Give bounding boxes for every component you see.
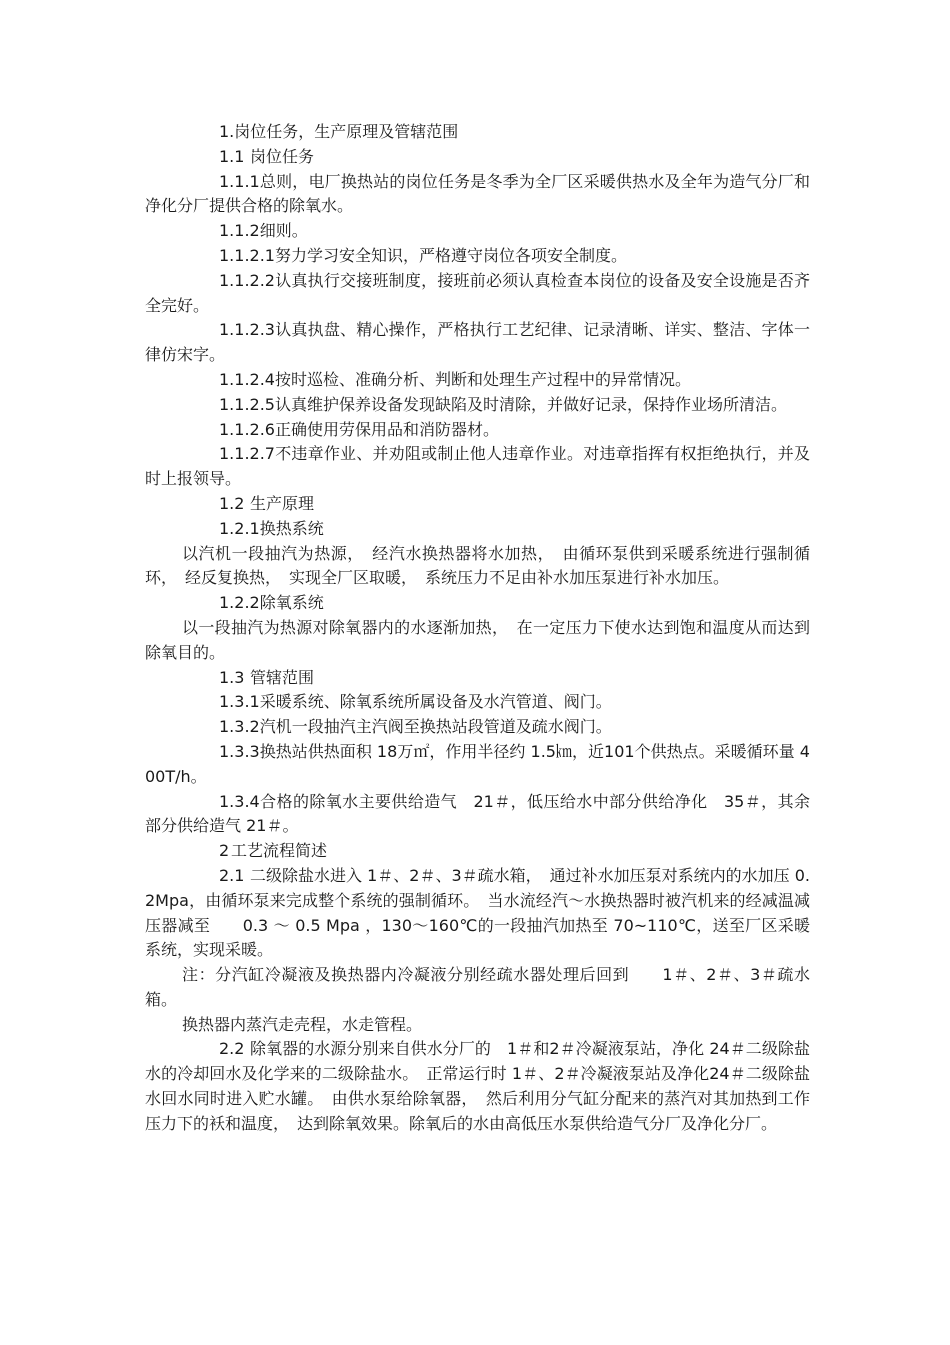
section-number: 1.2.1 [219, 518, 260, 538]
section-number: 1.1.2.3 [219, 320, 275, 340]
section-number: 1.3 [219, 667, 245, 687]
paragraph-text: 工艺流程简述 [231, 841, 328, 861]
paragraph-text: 认真执盘、精心操作，严格执行工艺纪律、记录清晰、详实、整洁、字体一律仿宋字。 [145, 320, 810, 365]
section-number: 1. [219, 122, 235, 141]
numbered-paragraph [145, 790, 810, 840]
document-body [145, 120, 810, 1137]
numbered-paragraph [145, 170, 810, 220]
paragraph-text: 管辖范围 [250, 667, 315, 687]
paragraph-text: 努力学习安全知识，严格遵守岗位各项安全制度。 [274, 245, 627, 265]
numbered-paragraph [145, 219, 810, 244]
section-number: 1.1.2.6 [219, 419, 275, 439]
numbered-paragraph [145, 318, 810, 368]
paragraph-text: 汽机一段抽汽主汽阀至换热站段管道及疏水阀门。 [259, 717, 612, 737]
paragraph-text: 细则。 [259, 221, 308, 241]
numbered-paragraph [145, 666, 810, 691]
numbered-paragraph [145, 442, 810, 492]
paragraph-text: 换热站供热面积 18万㎡，作用半径约 1.5㎞，近101个供热点。采暖循环量 400T/h。 [145, 741, 810, 786]
numbered-paragraph [145, 690, 810, 715]
paragraph [145, 542, 810, 592]
section-number: 1.1.2.5 [219, 394, 275, 414]
paragraph-text: 换热系统 [259, 518, 324, 538]
section-number: 1.3.2 [219, 717, 260, 737]
numbered-paragraph [145, 492, 810, 517]
section-number: 1.1.1 [219, 171, 260, 191]
section-number: 1.2.2 [219, 593, 260, 613]
numbered-paragraph [145, 244, 810, 269]
paragraph [145, 616, 810, 666]
paragraph-text: 正确使用劳保用品和消防器材。 [274, 419, 499, 439]
section-number: 1.3.3 [219, 741, 260, 761]
paragraph-text: 除氧器的水源分别来自供水分厂的 1＃和2＃冷凝液泵站，净化 24＃二级除盐水的冷却回水及化学来的二级除盐水。 正常运行时 1＃、2＃冷凝液泵站及净化24＃二级除盐水回水同时进入贮水罐。 由供水泵给除氧器， 然后利用分气缸分配来的蒸汽对其加热到工作压力下的袄和温度， 达到除氧效果。除氧后的水由高低压水泵供给造气分厂及净化分厂。 [145, 1039, 810, 1133]
section-number: 1.1.2.1 [219, 245, 275, 265]
paragraph [145, 963, 810, 1013]
paragraph-text: 按时巡检、准确分析、判断和处理生产过程中的异常情况。 [274, 369, 691, 389]
paragraph-text: 以一段抽汽为热源对除氧器内的水逐渐加热， 在一定压力下使水达到饱和温度从而达到除氧目的。 [145, 617, 810, 662]
paragraph-text: 二级除盐水进入 1＃、2＃、3＃疏水箱， 通过补水加压泵对系统内的水加压 0.2Mpa，由循环泵来完成整个系统的强制循环。 当水流经汽～水换热器时被汽机来的经减温减压器减至 0.3 ～ 0.5 Mpa ，130～160℃的一段抽汽加热至 70~110℃，送至厂区采暖系统，实现采暖。 [145, 865, 810, 960]
numbered-paragraph [145, 120, 810, 145]
section-number: 1.1.2 [219, 221, 260, 241]
numbered-paragraph [145, 418, 810, 443]
numbered-paragraph [145, 591, 810, 616]
section-number: 1.3.4 [219, 791, 260, 811]
numbered-paragraph [145, 864, 810, 963]
numbered-paragraph [145, 839, 810, 864]
section-number: 1.1.2.7 [219, 444, 275, 464]
section-number: 1.2 [219, 493, 245, 513]
numbered-paragraph [145, 715, 810, 740]
numbered-paragraph [145, 368, 810, 393]
paragraph-text: 认真维护保养设备发现缺陷及时清除，并做好记录，保持作业场所清洁。 [274, 394, 787, 414]
numbered-paragraph [145, 517, 810, 542]
paragraph-text: 以汽机一段抽汽为热源， 经汽水换热器将水加热， 由循环泵供到采暖系统进行强制循环， 经反复换热， 实现全厂区取暖， 系统压力不足由补水加压泵进行补水加压。 [145, 543, 810, 588]
numbered-paragraph [145, 145, 810, 170]
numbered-paragraph [145, 740, 810, 790]
paragraph-text: 不违章作业、并劝阻或制止他人违章作业。对违章指挥有权拒绝执行，并及时上报领导。 [145, 444, 810, 489]
section-number: 1.1 [219, 146, 245, 166]
numbered-paragraph [145, 1037, 810, 1136]
numbered-paragraph [145, 393, 810, 418]
section-number: 1.1.2.2 [219, 270, 275, 290]
section-number: 2.1 [219, 865, 245, 885]
paragraph-text: 合格的除氧水主要供给造气 21＃，低压给水中部分供给净化 35＃，其余部分供给造气 21＃。 [145, 791, 810, 836]
paragraph-text: 认真执行交接班制度，接班前必须认真检查本岗位的设备及安全设施是否齐全完好。 [145, 270, 810, 315]
paragraph-text: 岗位任务 [250, 146, 315, 166]
paragraph-text: 除氧系统 [259, 593, 324, 613]
section-number: 1.3.1 [219, 692, 260, 712]
section-number: 2 [219, 841, 230, 861]
paragraph-text: 生产原理 [250, 493, 315, 513]
numbered-paragraph [145, 269, 810, 319]
section-number: 1.1.2.4 [219, 369, 275, 389]
paragraph-text: 注：分汽缸冷凝液及换热器内冷凝液分别经疏水器处理后回到 1＃、2＃、3＃疏水箱。 [145, 965, 810, 1009]
paragraph-text: 总则，电厂换热站的岗位任务是冬季为全厂区采暖供热水及全年为造气分厂和净化分厂提供合格的除氧水。 [145, 171, 810, 216]
paragraph-text: 换热器内蒸汽走壳程，水走管程。 [182, 1014, 423, 1034]
section-number: 2.2 [219, 1039, 245, 1059]
paragraph [145, 1013, 810, 1038]
paragraph-text: 岗位任务，生产原理及管辖范围 [234, 122, 459, 141]
paragraph-text: 采暖系统、除氧系统所属设备及水汽管道、阀门。 [259, 692, 612, 712]
